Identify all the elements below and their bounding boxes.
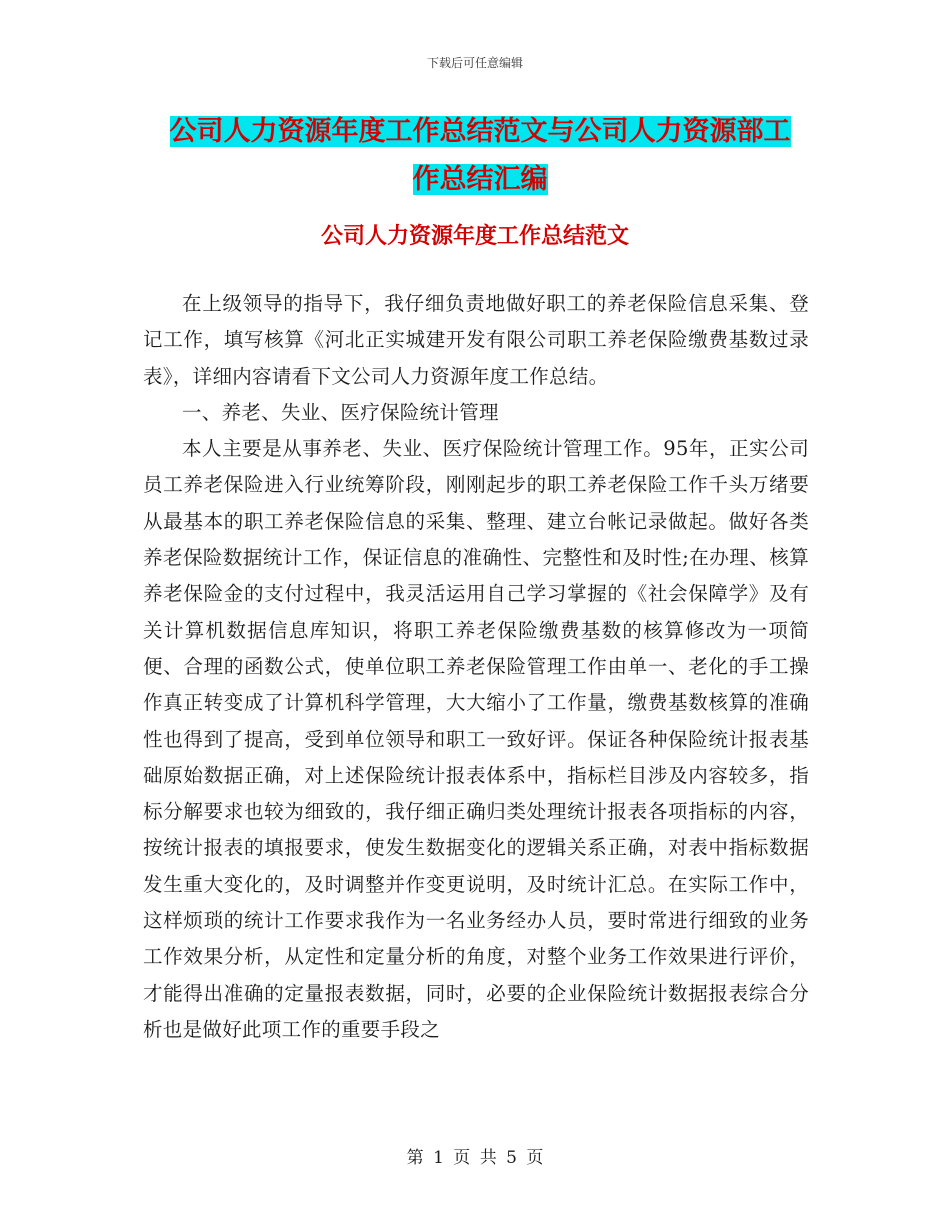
document-body	[143, 286, 809, 1048]
title-line-1: 公司人力资源年度工作总结范文与公司人力资源部工	[169, 116, 791, 147]
document-title	[140, 108, 820, 204]
section-title: 公司人力资源年度工作总结范文	[320, 224, 629, 249]
paragraph: 本人主要是从事养老、失业、医疗保险统计管理工作。95年，正实公司员工养老保险进入行业统筹阶段，刚刚起步的职工养老保险工作千头万绪要从最基本的职工养老保险信息的采集、整理、建立台帐记录做起。做好各类养老保险数据统计工作，保证信息的准确性、完整性和及时性;在办理、核算养老保险金的支付过程中，我灵活运用自己学习掌握的《社会保障学》及有关计算机数据信息库知识，将职工养老保险缴费基数的核算修改为一项简便、合理的函数公式，使单位职工养老保险管理工作由单一、老化的手工操作真正转变成了计算机科学管理，大大缩小了工作量，缴费基数核算的准确性也得到了提高，受到单位领导和职工一致好评。保证各种保险统计报表基础原始数据正确，对上述保险统计报表体系中，指标栏目涉及内容较多，指标分解要求也较为细致的，我仔细正确归类处理统计报表各项指标的内容，按统计报表的填报要求，使发生数据变化的逻辑关系正确，对表中指标数据发生重大变化的，及时调整并作变更说明，及时统计汇总。在实际工作中，这样烦琐的统计工作要求我作为一名业务经办人员，要时常进行细致的业务工作效果分析，从定性和定量分析的角度，对整个业务工作效果进行评价，才能得出准确的定量报表数据，同时，必要的企业保险统计数据报表综合分析也是做好此项工作的重要手段之	[143, 437, 809, 1041]
title-line-2: 作总结汇编	[412, 164, 548, 195]
paragraph-heading: 一、养老、失业、医疗保险统计管理	[182, 400, 499, 424]
paragraph: 在上级领导的指导下，我仔细负责地做好职工的养老保险信息采集、登记工作，填写核算《河北正实城建开发有限公司职工养老保险缴费基数过录表》，详细内容请看下文公司人力资源年度工作总结。	[143, 292, 809, 388]
page-number: 第 1 页 共 5 页	[406, 1148, 544, 1168]
page-header-note: 下载后可任意编辑	[426, 56, 523, 70]
